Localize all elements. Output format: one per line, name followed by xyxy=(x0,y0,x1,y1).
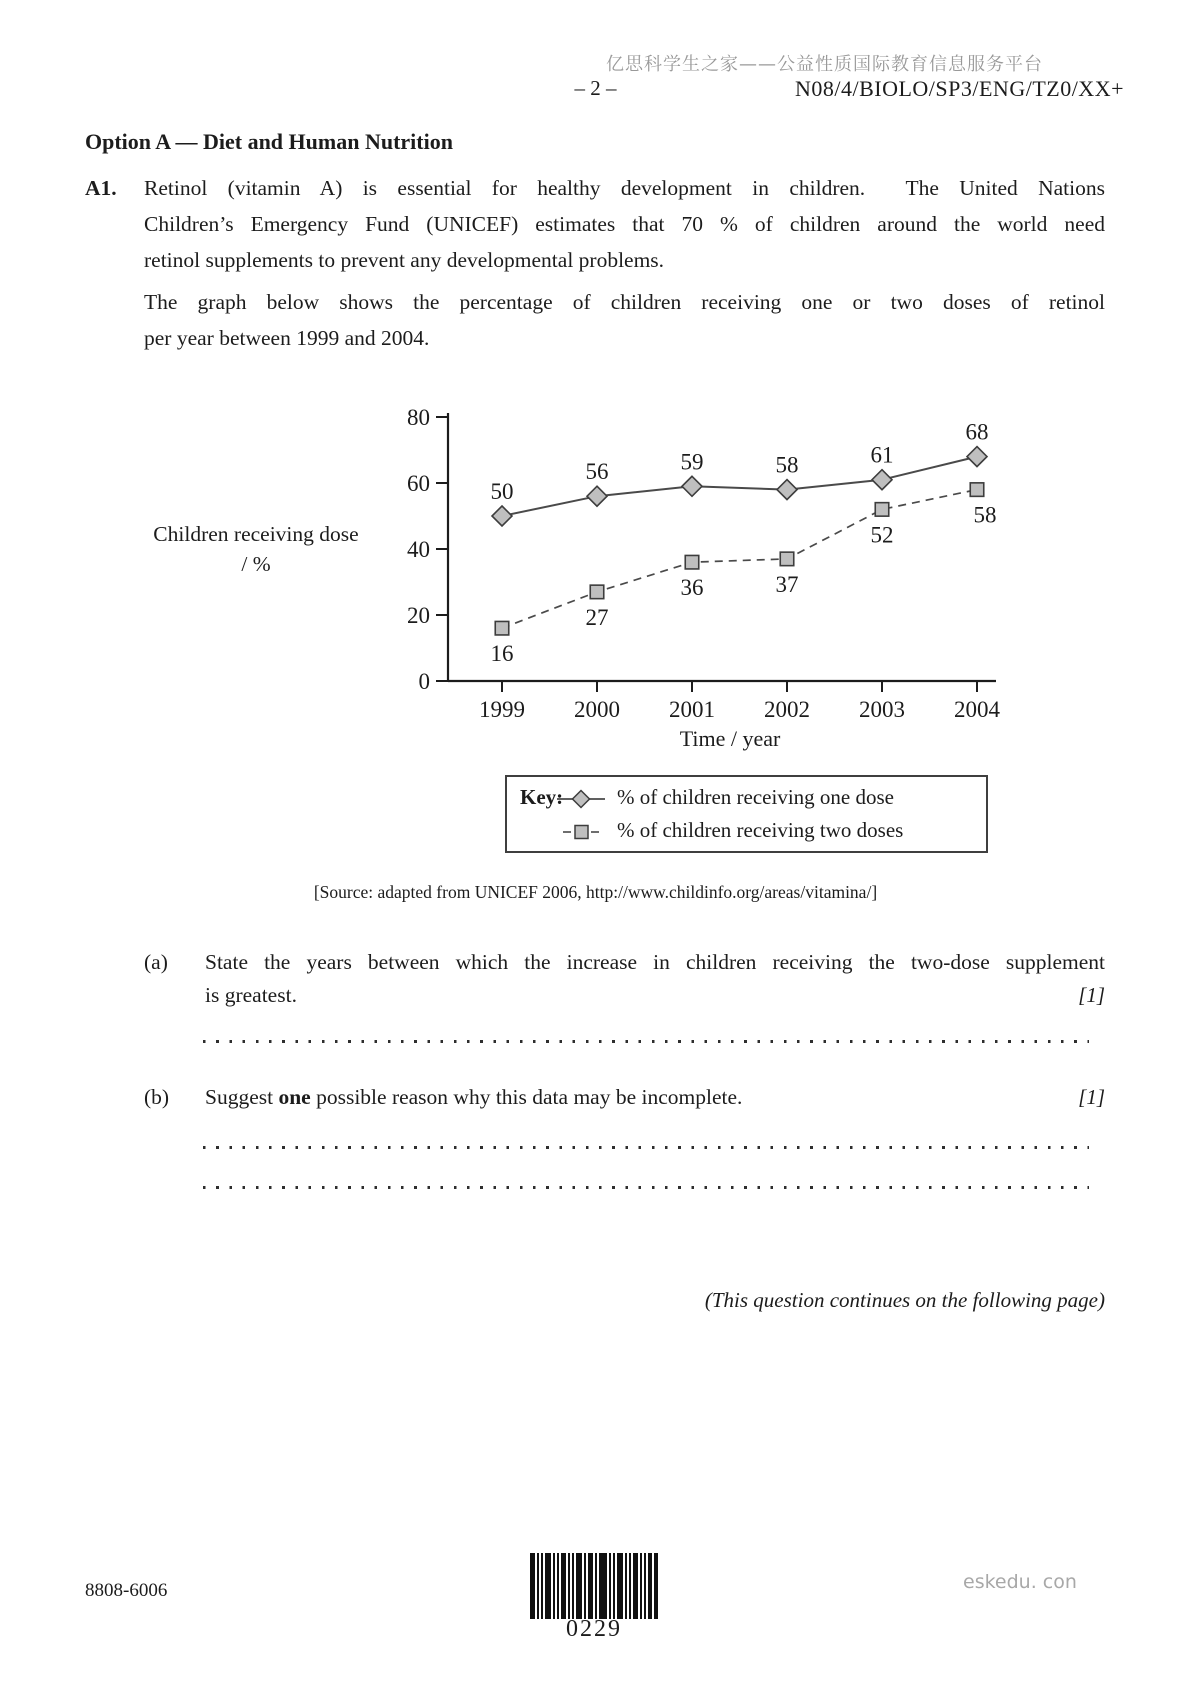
site-watermark: eskedu. con xyxy=(963,1571,1077,1593)
svg-text:80: 80 xyxy=(407,405,430,430)
graph-intro-line: per year between 1999 and 2004. xyxy=(144,326,430,350)
barcode xyxy=(530,1553,658,1619)
answer-line xyxy=(203,1146,1089,1149)
svg-text:59: 59 xyxy=(680,449,704,475)
page-number: – 2 – xyxy=(574,76,617,100)
answer-line xyxy=(203,1186,1089,1189)
two-dose-marker-icon xyxy=(562,822,600,842)
svg-text:60: 60 xyxy=(407,471,430,496)
svg-text:2003: 2003 xyxy=(859,697,905,722)
part-b-text-pre: Suggest xyxy=(205,1085,279,1109)
svg-text:58: 58 xyxy=(973,502,997,528)
svg-text:37: 37 xyxy=(775,571,799,597)
svg-text:52: 52 xyxy=(870,522,894,548)
key-entry-two-doses: % of children receiving two doses xyxy=(617,818,904,842)
part-a-marks: [1] xyxy=(1078,983,1105,1007)
svg-text:2002: 2002 xyxy=(764,697,810,722)
svg-text:/ %: / % xyxy=(241,552,271,576)
question-number: A1. xyxy=(85,176,117,200)
part-b-text-post: possible reason why this data may be incomplete. xyxy=(310,1085,743,1109)
svg-text:1999: 1999 xyxy=(479,697,525,722)
key-entry-one-dose: % of children receiving one dose xyxy=(617,785,894,809)
svg-text:Time / year: Time / year xyxy=(679,726,781,751)
svg-text:50: 50 xyxy=(490,479,514,504)
document-code: 8808-6006 xyxy=(85,1580,168,1601)
svg-text:16: 16 xyxy=(490,641,514,667)
intro-line: Children’s Emergency Fund (UNICEF) estimates that 70 % of children around the world need xyxy=(144,212,1105,236)
svg-text:2001: 2001 xyxy=(669,697,715,722)
svg-text:40: 40 xyxy=(407,537,430,562)
continuation-note: (This question continues on the following page) xyxy=(704,1288,1105,1312)
intro-line: Retinol (vitamin A) is essential for healthy development in children. The United Nations xyxy=(144,176,1105,200)
svg-text:36: 36 xyxy=(680,575,704,601)
part-a-text: State the years between which the increase in children receiving the two-dose supplement xyxy=(205,950,1105,974)
svg-text:61: 61 xyxy=(870,442,894,468)
svg-text:27: 27 xyxy=(585,604,609,630)
paper-code: N08/4/BIOLO/SP3/ENG/TZ0/XX+ xyxy=(794,76,1124,101)
svg-text:2004: 2004 xyxy=(954,697,1000,722)
source-citation: [Source: adapted from UNICEF 2006, http://www.childinfo.org/areas/vitamina/] xyxy=(313,882,878,902)
chart-key-box xyxy=(505,775,988,853)
svg-text:68: 68 xyxy=(965,419,989,445)
header-watermark: 亿思科学生之家——公益性质国际教育信息服务平台 xyxy=(606,54,1043,75)
part-a-text: is greatest. xyxy=(205,983,297,1007)
part-b-label: (b) xyxy=(144,1085,170,1109)
answer-line xyxy=(203,1040,1089,1043)
barcode-number: 0229 xyxy=(566,1616,622,1642)
part-b-text-bold: one xyxy=(278,1085,311,1109)
part-b-text xyxy=(205,1085,1105,1110)
svg-text:56: 56 xyxy=(585,459,609,485)
key-label: Key: xyxy=(520,785,564,809)
graph-intro-line: The graph below shows the percentage of children receiving one or two doses of retinol xyxy=(144,290,1105,314)
part-a-label: (a) xyxy=(144,950,168,974)
one-dose-marker-icon xyxy=(557,788,605,810)
svg-text:Children receiving dose: Children receiving dose xyxy=(153,522,359,546)
svg-text:58: 58 xyxy=(775,452,799,478)
part-b-marks: [1] xyxy=(1078,1085,1105,1109)
section-title: Option A — Diet and Human Nutrition xyxy=(85,129,453,154)
svg-text:2000: 2000 xyxy=(574,697,620,722)
intro-line: retinol supplements to prevent any developmental problems. xyxy=(144,248,665,272)
svg-text:0: 0 xyxy=(418,669,430,694)
svg-text:20: 20 xyxy=(407,603,430,628)
retinol-dose-line-chart xyxy=(130,365,1030,763)
